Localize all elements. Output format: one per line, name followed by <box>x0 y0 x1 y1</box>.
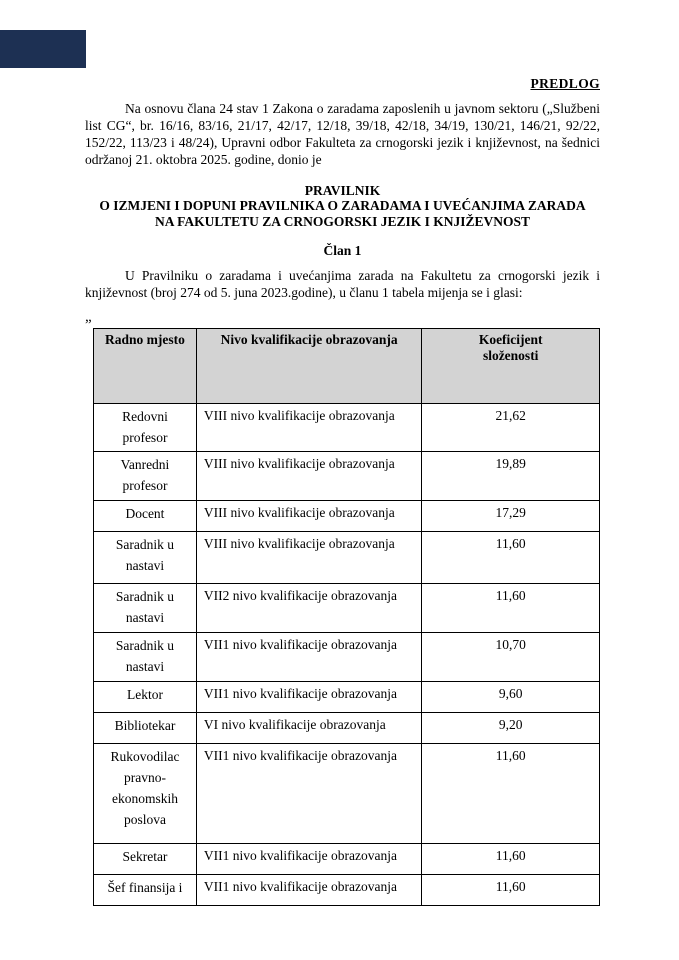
article-heading: Član 1 <box>323 243 362 259</box>
cell-coefficient: 11,60 <box>422 843 600 874</box>
cell-position: Rukovodilac pravno-ekonomskih poslova <box>94 743 197 843</box>
cell-coefficient: 10,70 <box>422 633 600 682</box>
cell-coefficient: 11,60 <box>422 743 600 843</box>
cell-coefficient: 11,60 <box>422 584 600 633</box>
intro-paragraph: Na osnovu člana 24 stav 1 Zakona o zaradama zaposlenih u javnom sektoru („Službeni list CG“, br. 16/16, 83/16, 21/17, 42/17, 12/18, 39/18, 42/18, 34/19, 130/21, 146/21, 92/22, 152/22, 113/23 i 48/24), Upravni odbor Fakulteta za crnogorski jezik i književnost, na šednici održanoj 21. oktobra 2025. godine, donio je <box>85 101 600 168</box>
table-row <box>94 681 600 712</box>
cell-coefficient: 9,20 <box>422 712 600 743</box>
cell-position: Redovni profesor <box>94 403 197 452</box>
table-row <box>94 874 600 905</box>
table-row <box>94 633 600 682</box>
salary-table <box>93 328 600 906</box>
cell-coefficient: 21,62 <box>422 403 600 452</box>
table-header-row <box>94 328 600 403</box>
opening-quote-mark: „ <box>85 308 92 325</box>
cell-position: Docent <box>94 501 197 532</box>
cell-qualification: VIII nivo kvalifikacije obrazovanja <box>196 452 421 501</box>
cell-qualification: VII1 nivo kvalifikacije obrazovanja <box>196 843 421 874</box>
header-koeficijent-label: Koeficijent složenosti <box>478 331 543 364</box>
cell-qualification: VII1 nivo kvalifikacije obrazovanja <box>196 874 421 905</box>
table-row <box>94 532 600 584</box>
table-row <box>94 452 600 501</box>
table-row <box>94 843 600 874</box>
cell-coefficient: 19,89 <box>422 452 600 501</box>
cell-qualification: VII1 nivo kvalifikacije obrazovanja <box>196 681 421 712</box>
article-paragraph: U Pravilniku o zaradama i uvećanjima zarada na Fakultetu za crnogorski jezik i književnost (broj 274 od 5. juna 2023.godine), u članu 1 tabela mijenja se i glasi: <box>85 268 600 301</box>
cell-position: Sekretar <box>94 843 197 874</box>
cell-position: Saradnik u nastavi <box>94 584 197 633</box>
cell-qualification: VIII nivo kvalifikacije obrazovanja <box>196 403 421 452</box>
table-row <box>94 403 600 452</box>
cell-coefficient: 17,29 <box>422 501 600 532</box>
cell-qualification: VIII nivo kvalifikacije obrazovanja <box>196 532 421 584</box>
cell-qualification: VII2 nivo kvalifikacije obrazovanja <box>196 584 421 633</box>
corner-artifact <box>0 30 86 68</box>
cell-qualification: VI nivo kvalifikacije obrazovanja <box>196 712 421 743</box>
cell-qualification: VII1 nivo kvalifikacije obrazovanja <box>196 633 421 682</box>
cell-position: Saradnik u nastavi <box>94 532 197 584</box>
header-koeficijent <box>422 328 600 403</box>
title-line-2: O IZMJENI I DOPUNI PRAVILNIKA O ZARADAMA I UVEĆANJIMA ZARADA <box>99 198 586 214</box>
title-line-1: PRAVILNIK <box>304 182 381 198</box>
cell-qualification: VIII nivo kvalifikacije obrazovanja <box>196 501 421 532</box>
title-line-3: NA FAKULTETU ZA CRNOGORSKI JEZIK I KNJIŽEVNOST <box>154 214 531 230</box>
cell-position: Šef finansija i <box>94 874 197 905</box>
document-label: PREDLOG <box>530 76 600 91</box>
cell-position: Bibliotekar <box>94 712 197 743</box>
table-row <box>94 501 600 532</box>
table-row <box>94 712 600 743</box>
document-title <box>85 183 600 231</box>
cell-coefficient: 11,60 <box>422 874 600 905</box>
table-row <box>94 584 600 633</box>
header-nivo-kvalifikacije: Nivo kvalifikacije obrazovanja <box>196 328 421 403</box>
cell-position: Lektor <box>94 681 197 712</box>
cell-position: Saradnik u nastavi <box>94 633 197 682</box>
cell-qualification: VII1 nivo kvalifikacije obrazovanja <box>196 743 421 843</box>
table-row <box>94 743 600 843</box>
cell-coefficient: 9,60 <box>422 681 600 712</box>
header-radno-mjesto: Radno mjesto <box>94 328 197 403</box>
cell-coefficient: 11,60 <box>422 532 600 584</box>
cell-position: Vanredni profesor <box>94 452 197 501</box>
